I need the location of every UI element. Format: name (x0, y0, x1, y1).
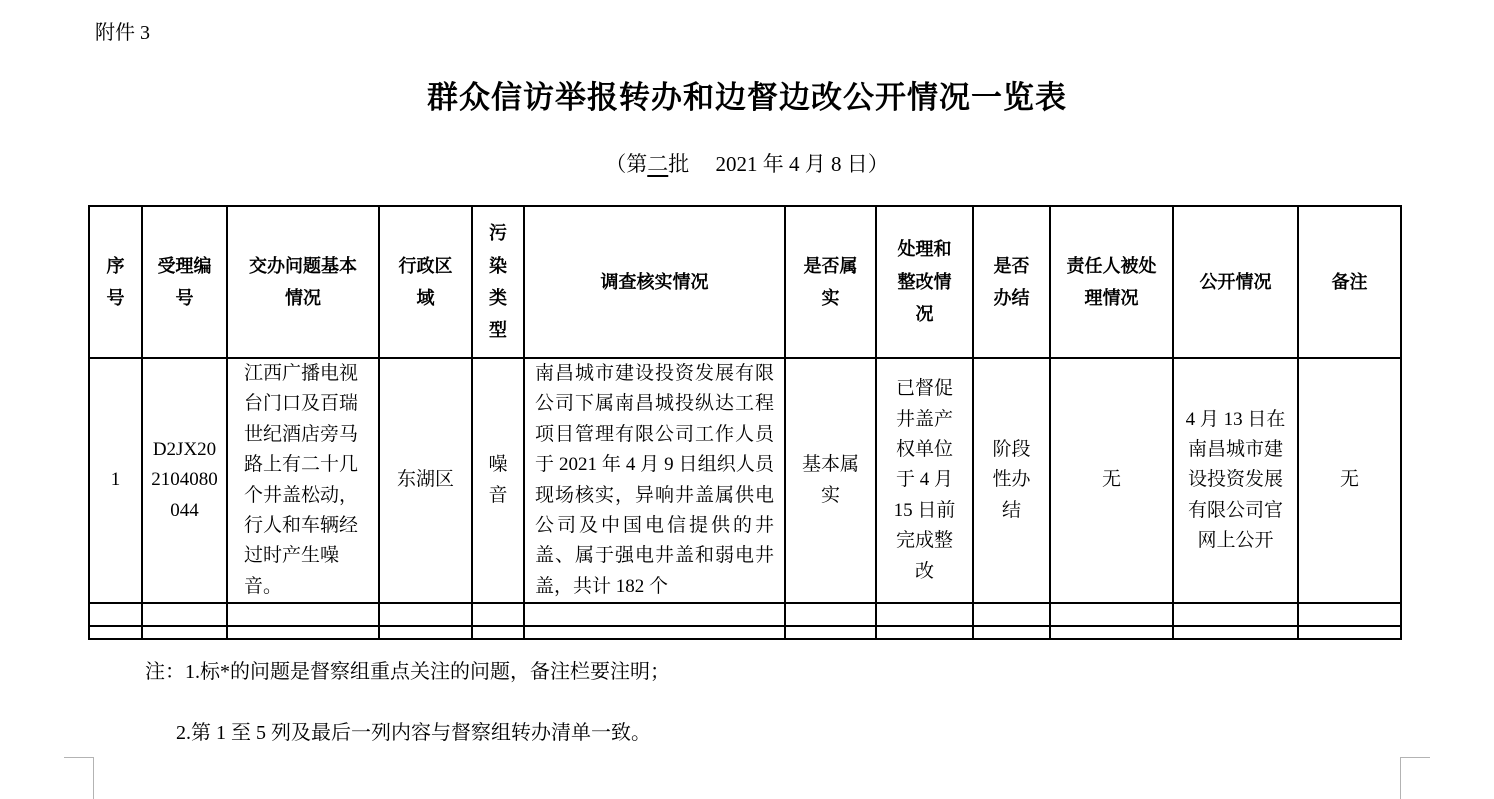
table-header-row (89, 206, 1401, 358)
subtitle-prefix: （第 (605, 152, 648, 176)
col-header-disclosure: 公开情况 (1173, 206, 1298, 358)
empty-cell (524, 626, 785, 639)
cell-serial-no: 1 (89, 358, 142, 603)
table-row (89, 358, 1401, 603)
cell-problem: 江西广播电视台门口及百瑞世纪酒店旁马路上有二十几个井盖松动，行人和车辆经过时产生噪音。 (227, 358, 379, 603)
footnote-1-text: 1.标*的问题是督察组重点关注的问题，备注栏要注明； (185, 661, 670, 683)
cell-is-true: 基本属实 (785, 358, 876, 603)
empty-cell (227, 626, 379, 639)
col-header-is-closed: 是否办结 (973, 206, 1050, 358)
empty-cell (142, 626, 227, 639)
cell-verification: 南昌城市建设投资发展有限公司下属南昌城投纵达工程项目管理有限公司工作人员于 2021 年 4 月 9 日组织人员现场核实，异响井盖属供电公司及中国电信提供的井盖、属于强电井盖和弱电井盖，共计 182 个 (524, 358, 785, 603)
subtitle-batch-number: 二 (647, 152, 669, 176)
col-header-remarks: 备注 (1298, 206, 1401, 358)
subtitle (0, 148, 1494, 178)
empty-cell (472, 626, 524, 639)
attachment-label: 附件 3 (95, 22, 150, 44)
empty-cell (1173, 626, 1298, 639)
footnote-2: 2.第 1 至 5 列及最后一列内容与督察组转办清单一致。 (176, 722, 651, 744)
col-header-region: 行政区域 (379, 206, 472, 358)
col-header-pollution-type: 污染类型 (472, 206, 524, 358)
empty-cell (1298, 626, 1401, 639)
empty-cell (227, 603, 379, 626)
empty-cell (1298, 603, 1401, 626)
col-header-acceptance-no: 受理编号 (142, 206, 227, 358)
page-boundary-mark-left (64, 757, 94, 799)
empty-table-row (89, 626, 1401, 639)
col-header-rectification: 处理和整改情况 (876, 206, 973, 358)
empty-cell (1050, 603, 1173, 626)
col-header-problem: 交办问题基本情况 (227, 206, 379, 358)
cell-is-closed: 阶段性办结 (973, 358, 1050, 603)
empty-cell (973, 603, 1050, 626)
col-header-responsible-handled: 责任人被处理情况 (1050, 206, 1173, 358)
cell-remarks: 无 (1298, 358, 1401, 603)
empty-cell (1050, 626, 1173, 639)
empty-cell (1173, 603, 1298, 626)
page-title: 群众信访举报转办和边督边改公开情况一览表 (427, 80, 1067, 115)
empty-cell (142, 603, 227, 626)
cell-acceptance-no: D2JX202104080044 (142, 358, 227, 603)
page-boundary-mark-right (1400, 757, 1430, 799)
cell-disclosure: 4 月 13 日在南昌城市建设投资发展有限公司官网上公开 (1173, 358, 1298, 603)
footnote-1 (145, 655, 670, 684)
empty-cell (876, 626, 973, 639)
col-header-is-true: 是否属实 (785, 206, 876, 358)
col-header-serial-no: 序号 (89, 206, 142, 358)
col-header-verification: 调查核实情况 (524, 206, 785, 358)
empty-cell (524, 603, 785, 626)
cell-responsible-handled: 无 (1050, 358, 1173, 603)
empty-cell (785, 626, 876, 639)
empty-cell (876, 603, 973, 626)
cell-region: 东湖区 (379, 358, 472, 603)
empty-cell (973, 626, 1050, 639)
footnote-label: 注： (145, 661, 185, 683)
subtitle-date: 批 2021 年 4 月 8 日） (668, 152, 889, 176)
cell-pollution-type: 噪音 (472, 358, 524, 603)
empty-cell (472, 603, 524, 626)
empty-table-row (89, 603, 1401, 626)
empty-cell (785, 603, 876, 626)
cell-rectification: 已督促井盖产权单位于 4 月 15 日前完成整改 (876, 358, 973, 603)
disclosure-table (88, 205, 1402, 640)
empty-cell (89, 603, 142, 626)
empty-cell (379, 603, 472, 626)
empty-cell (379, 626, 472, 639)
empty-cell (89, 626, 142, 639)
